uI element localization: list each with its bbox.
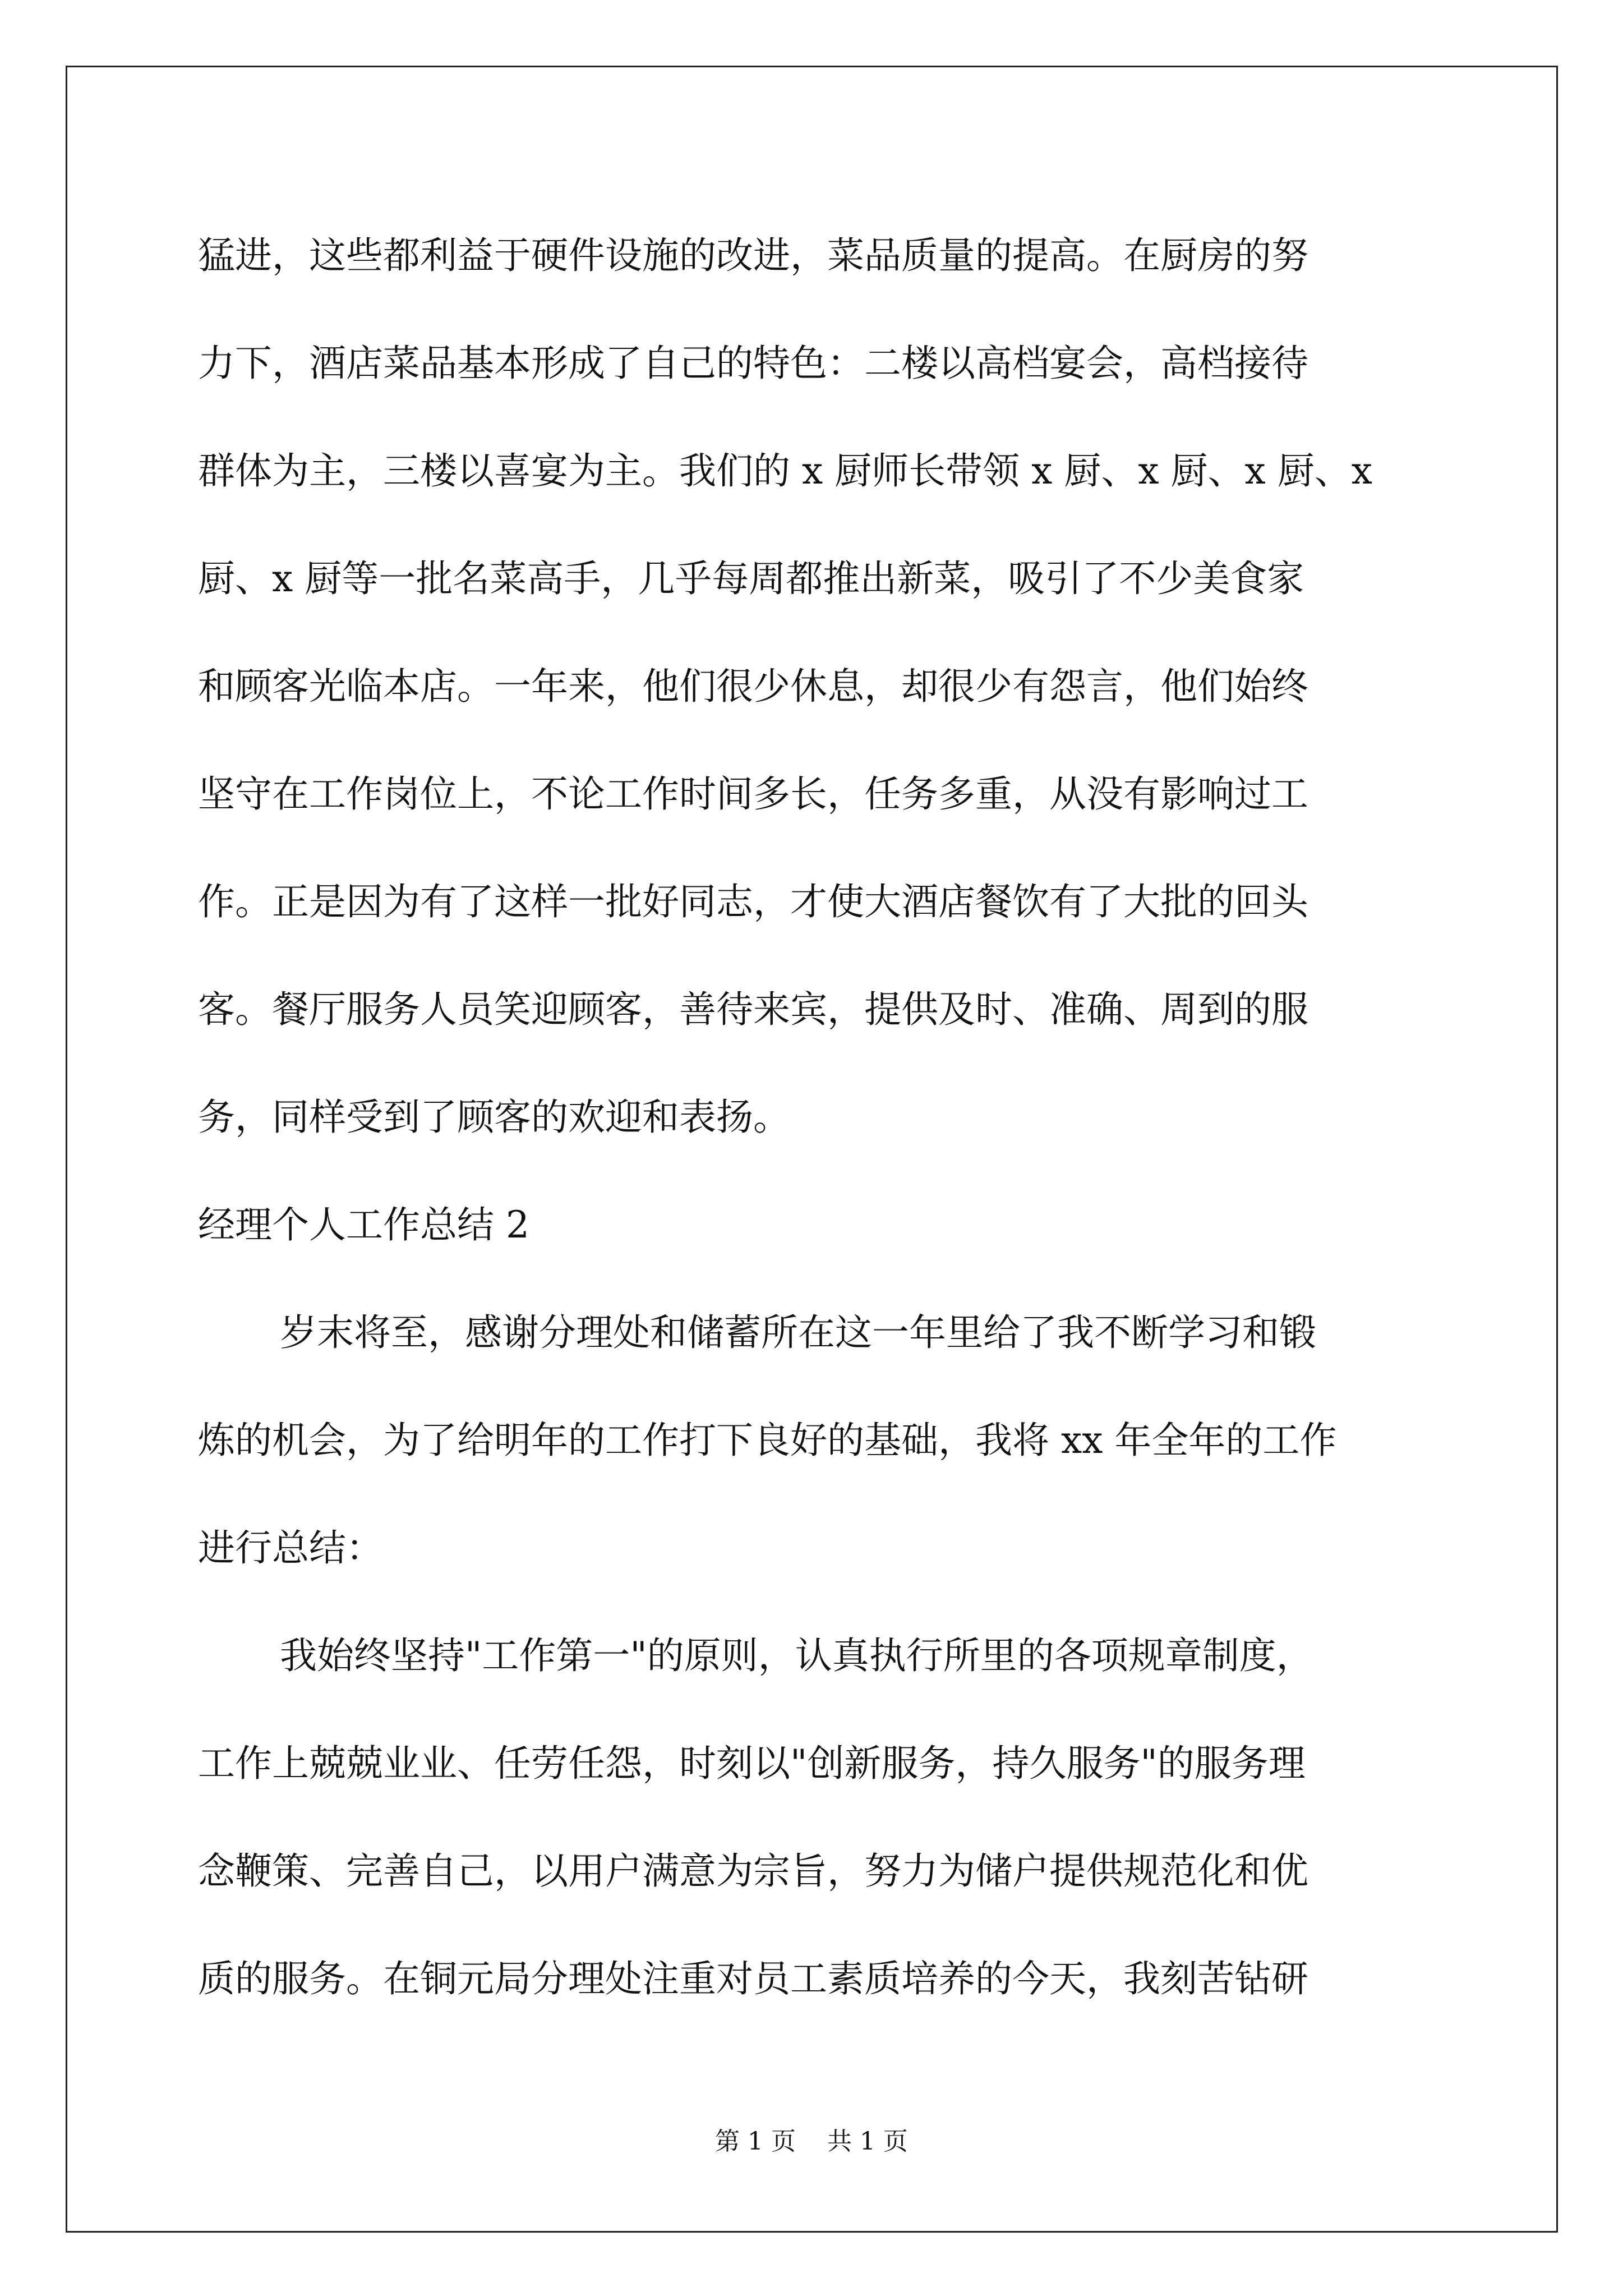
text-line: 工作上兢兢业业、任劳任怨，时刻以"创新服务，持久服务"的服务理 [198,1742,1306,1785]
text-line: 进行总结： [198,1526,383,1570]
text-line: 猛进，这些都利益于硬件设施的改进，菜品质量的提高。在厨房的努 [198,234,1308,277]
text-line: 力下，酒店菜品基本形成了自己的特色：二楼以高档宴会，高档接待 [198,342,1308,385]
document-body [198,202,1437,2033]
text-line: 客。餐厅服务人员笑迎顾客，善待来宾，提供及时、准确、周到的服 [198,988,1308,1031]
text-line: 群体为主，三楼以喜宴为主。我们的 x 厨师长带领 x 厨、x 厨、x 厨、x [198,449,1372,493]
paragraph [198,202,1437,1171]
text-line: 作。正是因为有了这样一批好同志，才使大酒店餐饮有了大批的回头 [198,880,1308,923]
text-line: 炼的机会，为了给明年的工作打下良好的基础，我将 xx 年全年的工作 [198,1419,1337,1462]
text-line: 岁末将至，感谢分理处和储蓄所在这一年里给了我不断学习和锻 [280,1311,1316,1354]
text-line: 务，同样受到了顾客的欢迎和表扬。 [198,1096,790,1139]
text-line: 和顾客光临本店。一年来，他们很少休息，却很少有怨言，他们始终 [198,665,1308,708]
text-line: 厨、x 厨等一批名菜高手，几乎每周都推出新菜，吸引了不少美食家 [198,557,1304,600]
paragraph [198,1602,1437,2033]
text-line: 坚守在工作岗位上，不论工作时间多长，任务多重，从没有影响过工 [198,772,1308,816]
text-line: 念鞭策、完善自己，以用户满意为宗旨，努力为储户提供规范化和优 [198,1849,1308,1893]
page-footer: 第 1 页 共 1 页 [715,2127,908,2156]
text-line: 质的服务。在铜元局分理处注重对员工素质培养的今天，我刻苦钻研 [198,1957,1308,2000]
paragraph [198,1279,1437,1602]
section-heading: 经理个人工作总结 2 [198,1203,529,1246]
text-line: 我始终坚持"工作第一"的原则，认真执行所里的各项规章制度， [280,1634,1313,1677]
